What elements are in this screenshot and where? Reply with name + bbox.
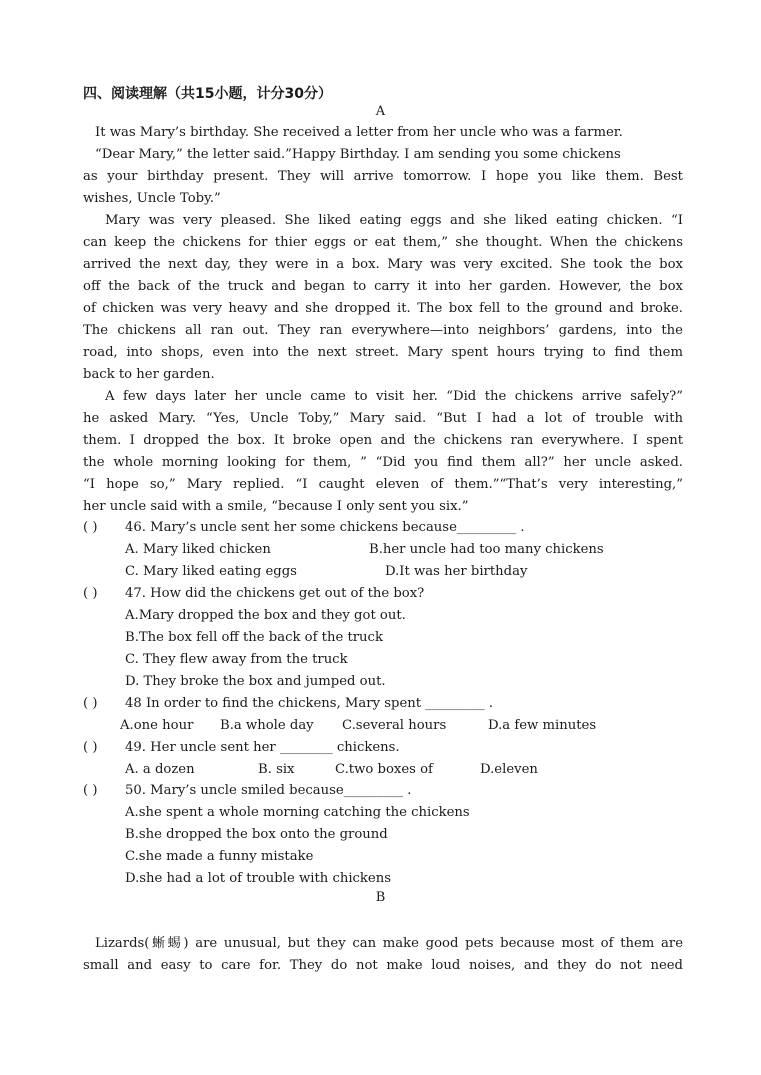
passage-line: wishes, Uncle Toby.”	[83, 191, 221, 206]
option-d[interactable]: D. They broke the box and jumped out.	[125, 674, 386, 689]
option-b[interactable]: B.a whole day	[220, 718, 314, 733]
answer-blank[interactable]: ( )	[83, 520, 98, 535]
option-c[interactable]: C.two boxes of	[335, 762, 433, 777]
option-a[interactable]: A.Mary dropped the box and they got out.	[125, 608, 406, 623]
answer-blank[interactable]: ( )	[83, 586, 98, 601]
option-d[interactable]: D.eleven	[480, 762, 538, 777]
passage-line: he asked Mary. “Yes, Uncle Toby,” Mary said. “But I had a lot of trouble with	[83, 411, 683, 426]
option-c[interactable]: C.she made a funny mistake	[125, 849, 314, 864]
question-47	[83, 583, 703, 693]
passage-line: small and easy to care for. They do not make loud noises, and they do not need	[83, 958, 683, 973]
question-48	[83, 693, 703, 737]
question-stem: 49. Her uncle sent her ________ chickens.	[125, 740, 400, 755]
answer-blank[interactable]: ( )	[83, 740, 98, 755]
passage-line: A few days later her uncle came to visit her. “Did the chickens arrive safely?”	[105, 389, 683, 404]
option-c[interactable]: C. They flew away from the truck	[125, 652, 348, 667]
option-d[interactable]: D.she had a lot of trouble with chickens	[125, 871, 391, 886]
option-b[interactable]: B. six	[258, 762, 295, 777]
passage-line: as your birthday present. They will arrive tomorrow. I hope you like them. Best	[83, 169, 683, 184]
option-d[interactable]: D.a few minutes	[488, 718, 597, 733]
passage-line: “I hope so,” Mary replied. “I caught eleven of them.”“That’s very interesting,”	[83, 477, 683, 492]
option-b[interactable]: B.her uncle had too many chickens	[369, 542, 604, 557]
option-b[interactable]: B.she dropped the box onto the ground	[125, 827, 388, 842]
option-a[interactable]: A. Mary liked chicken	[125, 542, 271, 557]
question-49	[83, 737, 703, 781]
question-50	[83, 780, 703, 890]
passage-line: of chicken was very heavy and she dropped it. The box fell to the ground and broke.	[83, 301, 683, 316]
option-c[interactable]: C.several hours	[342, 718, 447, 733]
passage-line: can keep the chickens for thier eggs or eat them,” she thought. When the chickens	[83, 235, 683, 250]
passage-line: arrived the next day, they were in a box. Mary was very excited. She took the box	[83, 257, 683, 272]
passage-line: Mary was very pleased. She liked eating eggs and she liked eating chicken. “I	[105, 213, 683, 228]
passage-a-label: A	[375, 104, 386, 119]
answer-blank[interactable]: ( )	[83, 783, 98, 798]
passage-line: “Dear Mary,” the letter said.”Happy Birthday. I am sending you some chickens	[95, 147, 621, 162]
passage-line: It was Mary’s birthday. She received a letter from her uncle who was a farmer.	[95, 125, 623, 140]
passage-b	[83, 933, 683, 977]
option-d[interactable]: D.It was her birthday	[385, 564, 528, 579]
passage-b-label: B	[375, 890, 386, 905]
question-46	[83, 517, 703, 583]
passage-line: The chickens all ran out. They ran everywhere—into neighbors’ gardens, into the	[83, 323, 683, 338]
option-b[interactable]: B.The box fell off the back of the truck	[125, 630, 383, 645]
option-a[interactable]: A. a dozen	[125, 762, 195, 777]
passage-line: Lizards(蜥蜴) are unusual, but they can make good pets because most of them are	[95, 936, 683, 951]
answer-blank[interactable]: ( )	[83, 696, 98, 711]
question-stem: 47. How did the chickens get out of the box?	[125, 586, 425, 601]
option-c[interactable]: C. Mary liked eating eggs	[125, 564, 297, 579]
passage-a	[83, 122, 683, 518]
section-heading: 四、阅读理解（共15小题，计分30分）	[83, 86, 332, 102]
question-stem: 50. Mary’s uncle smiled because_________ .	[125, 783, 412, 798]
passage-line: off the back of the truck and began to carry it into her garden. However, the box	[83, 279, 683, 294]
passage-line: them. I dropped the box. It broke open and the chickens ran everywhere. I spent	[83, 433, 683, 448]
passage-line: back to her garden.	[83, 367, 215, 382]
question-stem: 46. Mary’s uncle sent her some chickens because_________ .	[125, 520, 525, 535]
option-a[interactable]: A.she spent a whole morning catching the chickens	[125, 805, 470, 820]
question-stem: 48 In order to find the chickens, Mary spent _________ .	[125, 696, 493, 711]
option-a[interactable]: A.one hour	[120, 718, 194, 733]
passage-line: road, into shops, even into the next street. Mary spent hours trying to find them	[83, 345, 683, 360]
passage-line: the whole morning looking for them, ” “Did you find them all?” her uncle asked.	[83, 455, 683, 470]
passage-line: her uncle said with a smile, “because I only sent you six.”	[83, 499, 469, 514]
